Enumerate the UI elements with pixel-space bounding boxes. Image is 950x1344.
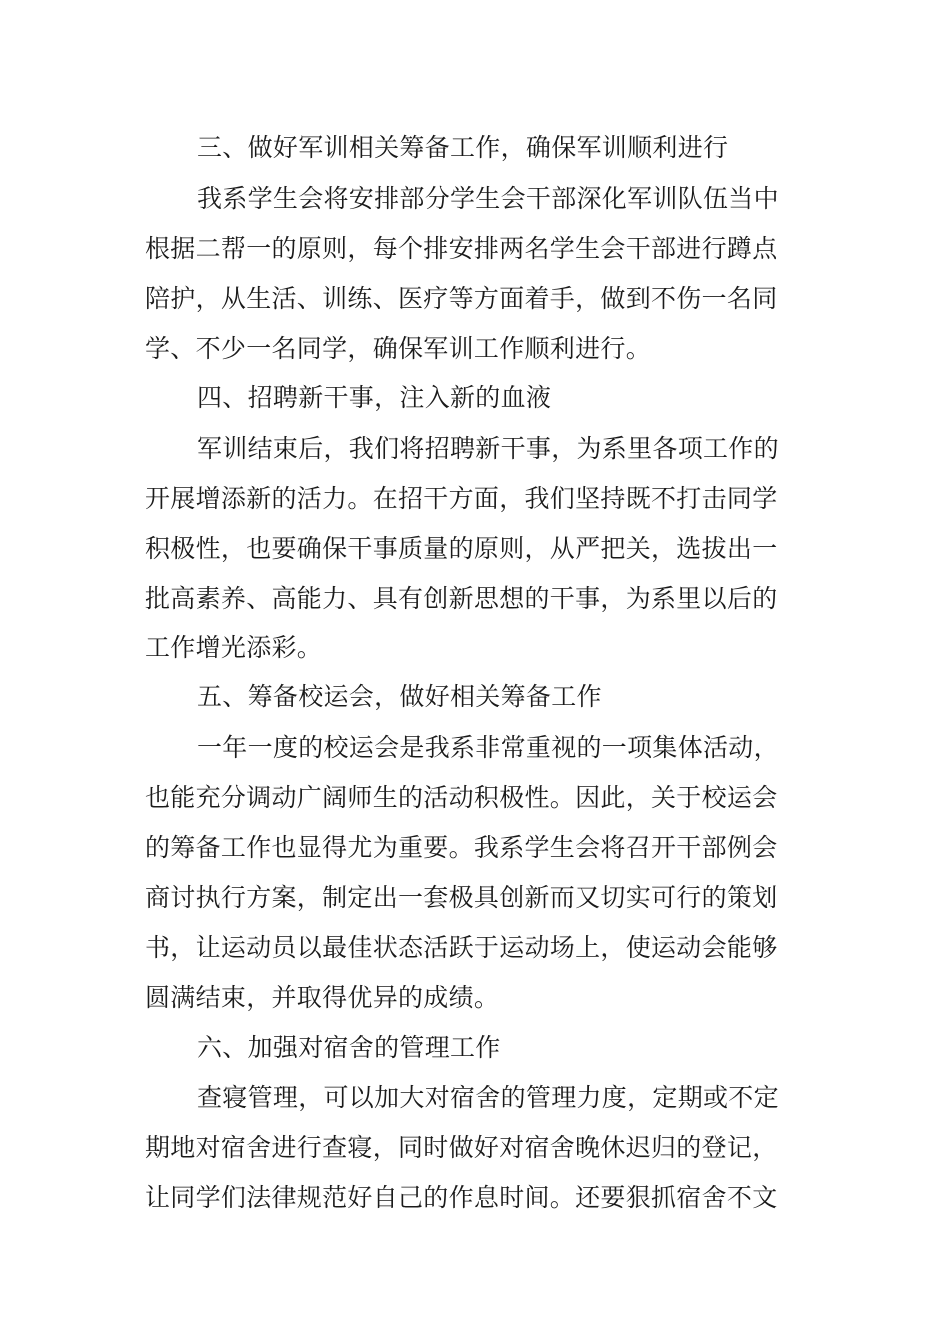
section-heading-3: 三、做好军训相关筹备工作，确保军训顺利进行 — [197, 133, 729, 162]
paragraph-line: 工作增光添彩。 — [145, 633, 323, 662]
paragraph-line: 的筹备工作也显得尤为重要。我系学生会将召开干部例会 — [145, 833, 778, 862]
paragraph-line: 军训结束后，我们将招聘新干事，为系里各项工作的 — [197, 434, 779, 463]
paragraph-line: 圆满结束，并取得优异的成绩。 — [145, 983, 500, 1012]
paragraph-line: 书，让运动员以最佳状态活跃于运动场上，使运动会能够 — [145, 933, 778, 962]
section-heading-6: 六、加强对宿舍的管理工作 — [197, 1033, 501, 1062]
paragraph-line: 商讨执行方案，制定出一套极具创新而又切实可行的策划 — [145, 883, 778, 912]
paragraph-line: 一年一度的校运会是我系非常重视的一项集体活动， — [197, 733, 779, 762]
paragraph-line: 也能充分调动广阔师生的活动积极性。因此，关于校运会 — [145, 783, 778, 812]
section-heading-4: 四、招聘新干事，注入新的血液 — [197, 383, 552, 412]
paragraph-line: 批高素养、高能力、具有创新思想的干事，为系里以后的 — [145, 584, 778, 613]
paragraph-line: 学、不少一名同学，确保军训工作顺利进行。 — [145, 334, 652, 363]
paragraph-line: 让同学们法律规范好自己的作息时间。还要狠抓宿舍不文 — [145, 1183, 778, 1212]
paragraph-line: 积极性，也要确保干事质量的原则，从严把关，选拔出一 — [145, 534, 778, 563]
paragraph-line: 我系学生会将安排部分学生会干部深化军训队伍当中 — [197, 184, 779, 213]
paragraph-line: 根据二帮一的原则，每个排安排两名学生会干部进行蹲点 — [145, 234, 778, 263]
paragraph-line: 期地对宿舍进行查寝，同时做好对宿舍晚休迟归的登记， — [145, 1133, 778, 1162]
paragraph-line: 查寝管理，可以加大对宿舍的管理力度，定期或不定 — [197, 1083, 779, 1112]
section-heading-5: 五、筹备校运会，做好相关筹备工作 — [197, 682, 602, 711]
paragraph-line: 陪护，从生活、训练、医疗等方面着手，做到不伤一名同 — [145, 284, 778, 313]
paragraph-line: 开展增添新的活力。在招干方面，我们坚持既不打击同学 — [145, 484, 778, 513]
